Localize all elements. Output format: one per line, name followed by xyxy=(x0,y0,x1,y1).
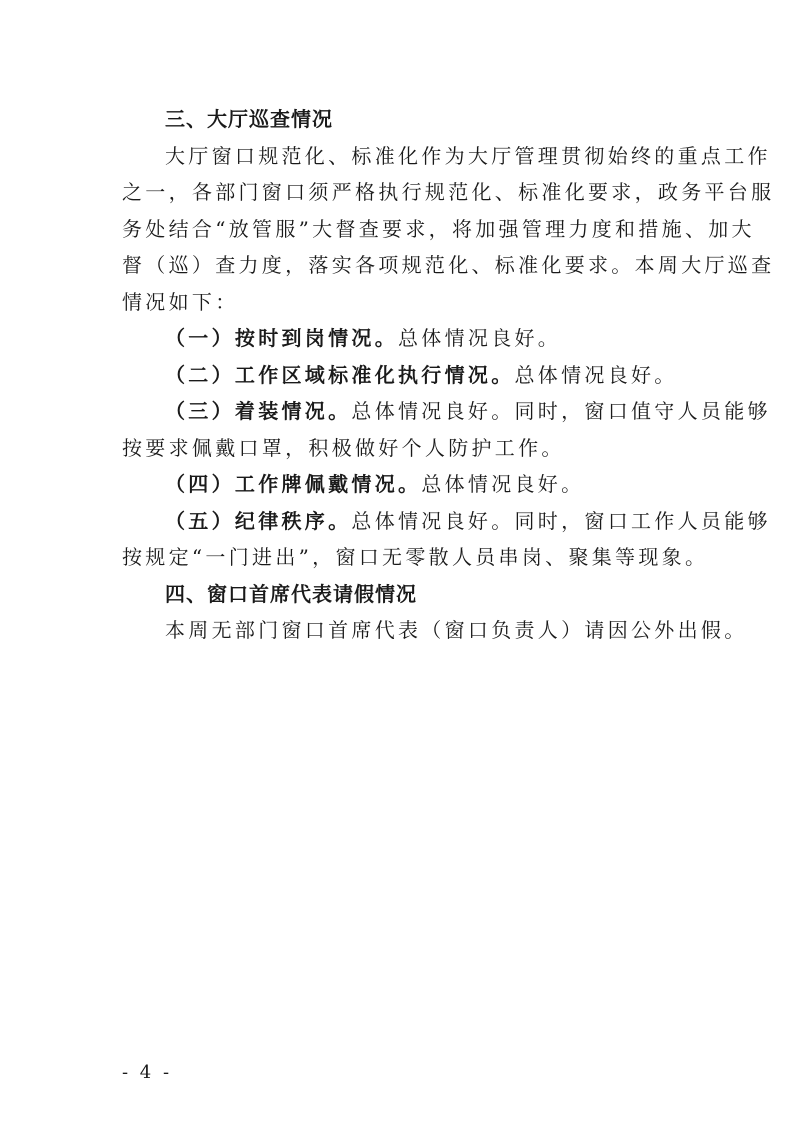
list-item-dress xyxy=(122,393,771,430)
list-item-lead: （四）工作牌佩戴情况。 xyxy=(165,472,422,496)
list-item-discipline xyxy=(122,503,771,540)
list-item-lead: （二）工作区域标准化执行情况。 xyxy=(165,362,515,387)
list-item-work-area-standard xyxy=(122,357,722,394)
list-item-badge xyxy=(122,466,722,503)
page-number: - 4 - xyxy=(122,1062,173,1083)
document-body xyxy=(122,101,775,649)
list-item-lead: （三）着装情况。 xyxy=(165,399,352,423)
list-item-continuation: 按要求佩戴口罩，积极做好个人防护工作。 xyxy=(122,435,565,460)
list-item-text: 总体情况良好。 xyxy=(398,326,562,350)
list-item-text: 总体情况良好。同时，窗口工作人员能够 xyxy=(351,508,771,533)
list-item-text: 总体情况良好。同时，窗口值守人员能够 xyxy=(351,399,771,423)
paragraph-line: 之一，各部门窗口须严格执行规范化、标准化要求，政务平台服 xyxy=(122,180,775,204)
list-item-on-time-arrival xyxy=(122,320,722,357)
paragraph-hall-standardization xyxy=(122,138,775,321)
section-heading-hall-inspection: 三、大厅巡查情况 xyxy=(165,107,333,131)
section-heading-leave: 四、窗口首席代表请假情况 xyxy=(165,581,417,606)
list-item-continuation: 按规定“一门进出”，窗口无零散人员串岗、聚集等现象。 xyxy=(122,545,709,569)
list-item-text: 总体情况良好。 xyxy=(421,472,585,496)
list-item-text: 总体情况良好。 xyxy=(514,362,678,387)
paragraph-line: 情况如下： xyxy=(122,289,239,314)
list-item-lead: （一）按时到岗情况。 xyxy=(165,326,398,350)
paragraph-line: 务处结合“放管服”大督查要求，将加强管理力度和措施、加大 xyxy=(122,216,755,241)
paragraph-line: 督（巡）查力度，落实各项规范化、标准化要求。本周大厅巡查 xyxy=(122,253,775,277)
list-item-lead: （五）纪律秩序。 xyxy=(165,508,352,533)
paragraph-leave: 本周无部门窗口首席代表（窗口负责人）请因公外出假。 xyxy=(165,618,748,642)
paragraph-line: 大厅窗口规范化、标准化作为大厅管理贯彻始终的重点工作 xyxy=(165,143,771,168)
